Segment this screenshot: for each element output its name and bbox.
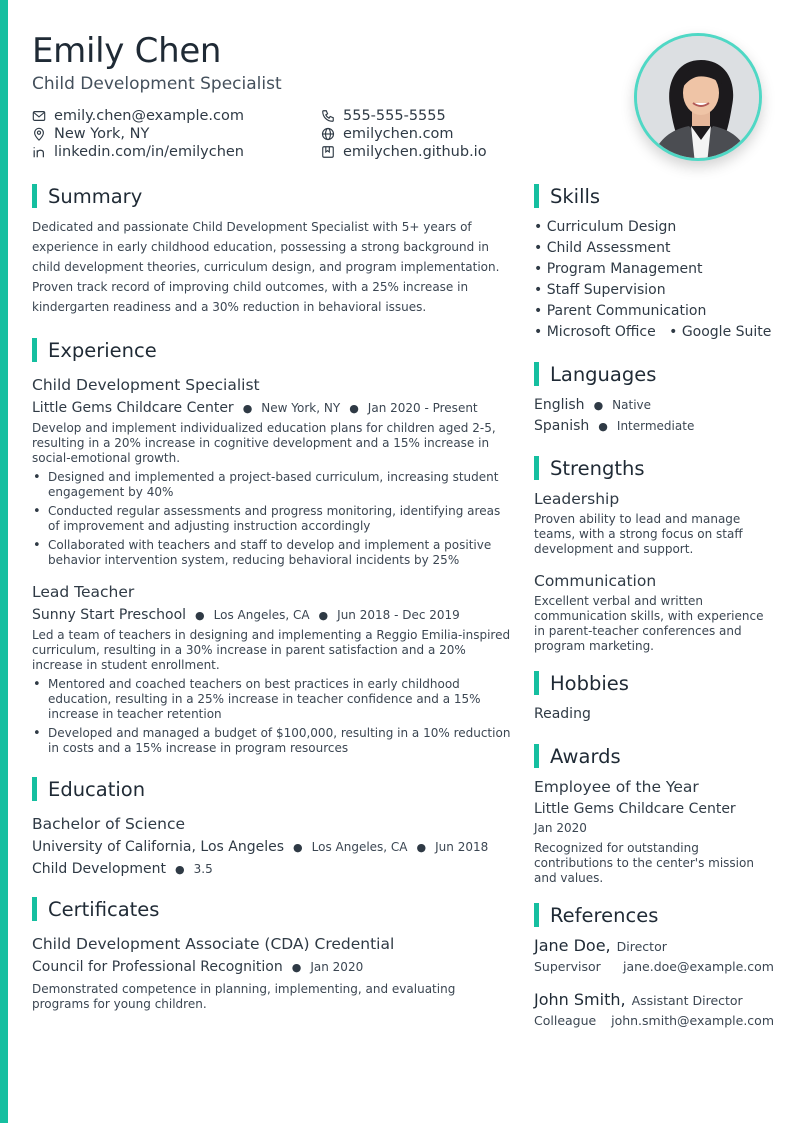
languages-heading — [534, 361, 774, 387]
education-heading-text: Education — [48, 777, 146, 801]
phone-text: 555-555-5555 — [343, 107, 446, 124]
language-item: Spanish ● Intermediate — [534, 416, 774, 437]
job-description: Led a team of teachers in designing and implementing a Reggio Emilia-inspired curriculum, resulting in a 30% increase in parent satisfaction and a 20% increase in student enrollment. — [32, 628, 511, 672]
job-entry — [32, 582, 512, 756]
job-description: Develop and implement individualized education plans for children aged 2-5, resulting in a 20% increase in cognitive development and a 15% increase in social-emotional growth. — [32, 421, 496, 465]
references-heading-text: References — [550, 903, 659, 927]
languages-heading-text: Languages — [550, 362, 657, 386]
job-location: New York, NY — [261, 401, 341, 415]
summary-text: Dedicated and passionate Child Development Specialist with 5+ years of experience in early childhood education, possessing a strong background in child development theories, curriculum design, and program implementation. Proven track record of improving child outcomes, with a 25% increase in kindergarten readiness and a 30% reduction in behavioral issues. — [32, 220, 500, 314]
contact-portfolio[interactable] — [321, 143, 601, 160]
job-bullet: • Mentored and coached teachers on best practices in early childhood education, resulting in a 25% increase in teacher confidence and a 15% increase in teacher retention — [32, 677, 512, 722]
strengths-heading — [534, 455, 774, 481]
skills-heading-text: Skills — [550, 184, 601, 208]
degree: Bachelor of Science — [32, 815, 186, 833]
reference-item — [534, 990, 774, 1028]
awards-heading-text: Awards — [550, 744, 621, 768]
job-meta: Little Gems Childcare Center ● New York, NY ● Jan 2020 - Present — [32, 400, 478, 416]
bookmark-icon — [321, 145, 335, 159]
hobbies-heading-text: Hobbies — [550, 671, 629, 695]
experience-heading — [32, 337, 512, 363]
job-title: Child Development Specialist — [32, 376, 260, 394]
right-column — [534, 183, 774, 1028]
job-entry — [32, 375, 512, 568]
summary-heading-text: Summary — [48, 184, 143, 208]
school: University of California, Los Angeles — [32, 839, 285, 855]
profile-photo — [634, 33, 762, 161]
job-bullets — [32, 677, 512, 756]
skill-item: • Curriculum Design — [534, 219, 677, 235]
skill-item: • Program Management — [534, 261, 703, 277]
education-meta: University of California, Los Angeles ● Los Angeles, CA ● Jun 2018 — [32, 839, 489, 855]
job-meta: Sunny Start Preschool ● Los Angeles, CA ● Jun 2018 - Dec 2019 — [32, 607, 460, 623]
linkedin-text: linkedin.com/in/emilychen — [54, 143, 244, 160]
contact-linkedin[interactable] — [32, 143, 321, 160]
linkedin-icon — [32, 145, 46, 159]
reference-email[interactable]: jane.doe@example.com — [623, 959, 774, 974]
experience-heading-text: Experience — [48, 338, 157, 362]
hobbies-section — [534, 670, 774, 725]
reference-name: John Smith, — [534, 990, 626, 1009]
strengths-section — [534, 455, 774, 654]
strength-item — [534, 571, 774, 654]
hobby-item: Reading — [534, 706, 591, 722]
graduation-date: Jun 2018 — [435, 840, 489, 854]
job-bullet: • Developed and managed a budget of $100,000, resulting in a 10% reduction in costs and a 15% increase in program resources — [32, 726, 512, 756]
job-bullet: • Designed and implemented a project-based curriculum, increasing student engagement by 40% — [32, 470, 512, 500]
reference-relation: Supervisor — [534, 959, 601, 974]
award-title: Employee of the Year — [534, 778, 699, 796]
candidate-name: Emily Chen — [32, 31, 222, 71]
certificate-issuer: Council for Professional Recognition — [32, 959, 283, 975]
reference-name: Jane Doe, — [534, 936, 611, 955]
language-name: English — [534, 397, 585, 413]
contact-phone[interactable] — [321, 107, 601, 124]
globe-icon — [321, 127, 335, 141]
awards-section — [534, 743, 774, 886]
resume-header — [32, 30, 632, 160]
contact-website[interactable] — [321, 125, 601, 142]
strength-title: Communication — [534, 572, 657, 590]
education-heading — [32, 776, 512, 802]
reference-contact — [534, 1013, 774, 1028]
hobbies-heading — [534, 670, 774, 696]
strength-item — [534, 489, 774, 557]
job-title: Lead Teacher — [32, 583, 135, 601]
mail-icon — [32, 109, 46, 123]
education-field-row: Child Development ● 3.5 — [32, 861, 213, 877]
certificates-heading — [32, 896, 512, 922]
phone-icon — [321, 109, 335, 123]
skill-item: • Child Assessment — [534, 240, 671, 256]
contact-email[interactable] — [32, 107, 321, 124]
references-heading — [534, 902, 774, 928]
strength-title: Leadership — [534, 490, 620, 508]
references-section — [534, 902, 774, 1028]
portfolio-text: emilychen.github.io — [343, 143, 487, 160]
skill-item: • Microsoft Office • Google Suite — [534, 324, 772, 340]
reference-relation: Colleague — [534, 1013, 597, 1028]
experience-section — [32, 337, 512, 756]
contact-location — [32, 125, 321, 142]
field-of-study: Child Development — [32, 861, 167, 877]
job-location: Los Angeles, CA — [213, 608, 310, 622]
certificates-heading-text: Certificates — [48, 897, 160, 921]
job-bullet: • Collaborated with teachers and staff to develop and implement a positive behavior intervention system, reducing behavioral incidents by 25% — [32, 538, 512, 568]
strengths-heading-text: Strengths — [550, 456, 645, 480]
summary-heading — [32, 183, 512, 209]
reference-item — [534, 936, 774, 974]
candidate-title: Child Development Specialist — [32, 74, 282, 94]
location-text: New York, NY — [54, 125, 150, 142]
skill-item: • Staff Supervision — [534, 282, 666, 298]
award-description: Recognized for outstanding contributions to the center's mission and values. — [534, 841, 754, 885]
reference-role: Assistant Director — [631, 993, 743, 1008]
skills-list — [534, 217, 774, 343]
language-item: English ● Native — [534, 395, 774, 416]
education-section — [32, 776, 512, 880]
job-company: Little Gems Childcare Center — [32, 400, 234, 416]
job-dates: Jan 2020 - Present — [367, 401, 478, 415]
language-name: Spanish — [534, 418, 590, 434]
certificate-description: Demonstrated competence in planning, implementing, and evaluating programs for young children. — [32, 982, 456, 1011]
job-company: Sunny Start Preschool — [32, 607, 187, 623]
language-level: Intermediate — [616, 419, 695, 433]
skill-item-inline: Google Suite — [681, 324, 772, 340]
email-text: emily.chen@example.com — [54, 107, 244, 124]
person-portrait-icon — [637, 36, 762, 161]
accent-bar — [0, 0, 8, 1123]
reference-role: Director — [616, 939, 667, 954]
languages-section — [534, 361, 774, 437]
skills-section — [534, 183, 774, 343]
skill-item: • Parent Communication — [534, 303, 707, 319]
school-location: Los Angeles, CA — [311, 840, 408, 854]
strength-description: Proven ability to lead and manage teams, with a strong focus on staff development and support. — [534, 512, 743, 556]
strength-description: Excellent verbal and written communication skills, with experience in parent-teacher conferences and program marketing. — [534, 594, 764, 653]
reference-contact — [534, 959, 774, 974]
contact-list — [32, 107, 632, 160]
award-date: Jan 2020 — [534, 821, 587, 835]
gpa: 3.5 — [193, 862, 213, 876]
awards-heading — [534, 743, 774, 769]
location-pin-icon — [32, 127, 46, 141]
job-bullet: • Conducted regular assessments and progress monitoring, identifying areas of improvement and adjusting instruction accordingly — [32, 504, 512, 534]
summary-section — [32, 183, 512, 317]
certificate-meta: Council for Professional Recognition ● Jan 2020 — [32, 959, 364, 975]
certificate-date: Jan 2020 — [310, 960, 364, 974]
left-column — [32, 183, 512, 1012]
language-level: Native — [612, 398, 652, 412]
job-bullets — [32, 470, 512, 568]
job-dates: Jun 2018 - Dec 2019 — [337, 608, 460, 622]
skills-heading — [534, 183, 774, 209]
certificates-section — [32, 896, 512, 1012]
reference-email[interactable]: john.smith@example.com — [611, 1013, 774, 1028]
website-text: emilychen.com — [343, 125, 454, 142]
award-organization: Little Gems Childcare Center — [534, 801, 736, 817]
certificate-name: Child Development Associate (CDA) Credential — [32, 935, 395, 953]
